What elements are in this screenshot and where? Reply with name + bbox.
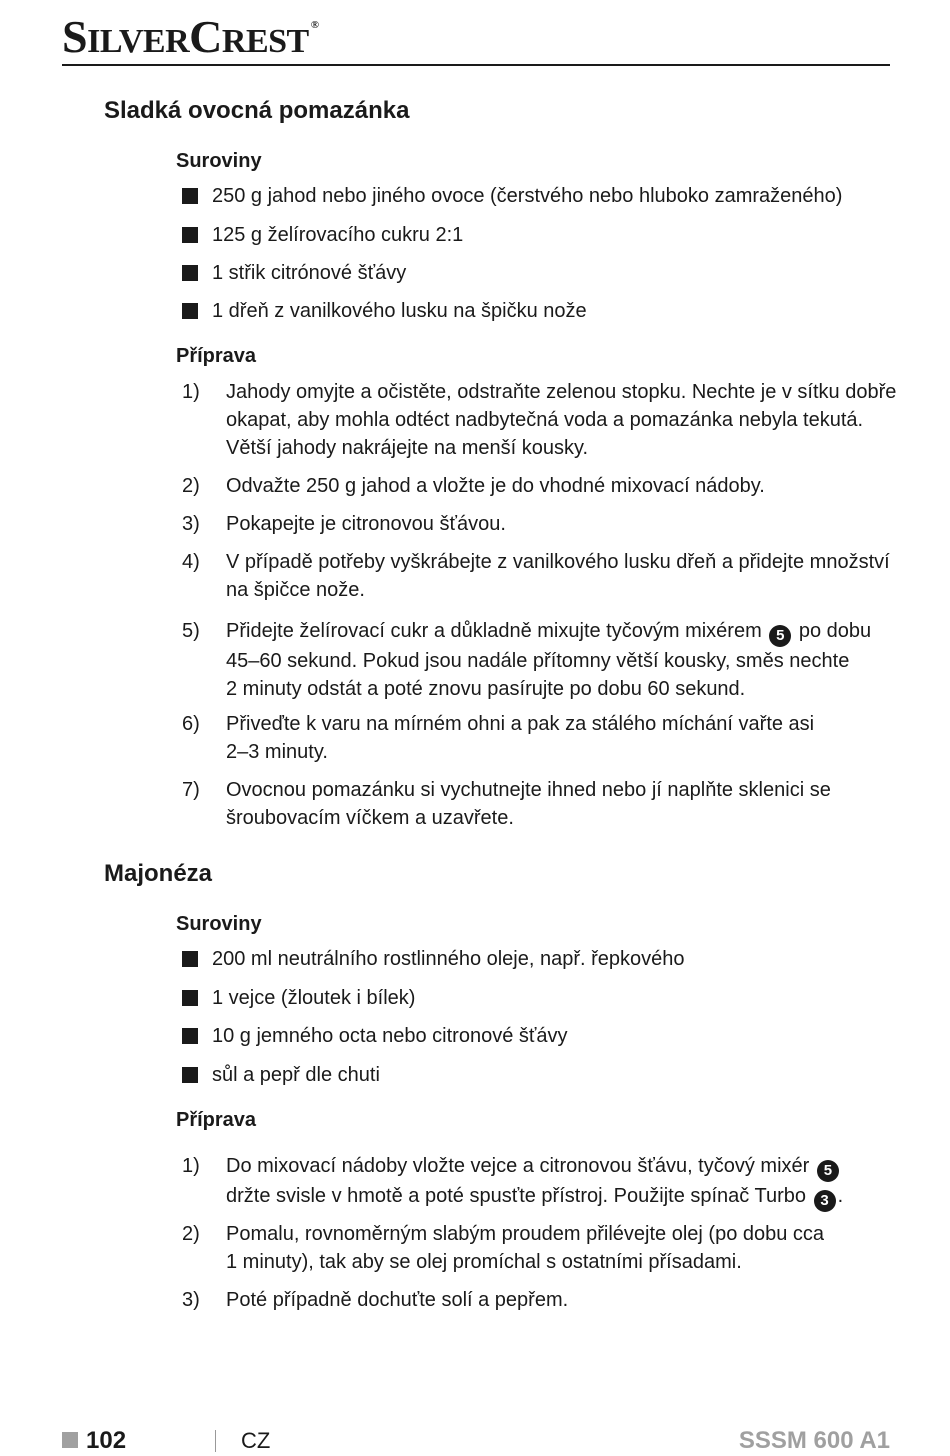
bullet-square-icon [182, 188, 198, 204]
ingredients-heading: Suroviny [176, 913, 262, 935]
page-footer [62, 1426, 890, 1456]
section-title: Majonéza [104, 860, 213, 887]
bullet-square-icon [182, 1067, 198, 1083]
brand-word-ilver: ILVER [87, 23, 190, 60]
footer-divider [215, 1430, 216, 1452]
footer-square-icon [62, 1432, 78, 1448]
bullet-square-icon [182, 265, 198, 281]
preparation-heading: Příprava [176, 345, 257, 367]
section-title: Sladká ovocná pomazánka [104, 97, 410, 124]
page-number: 102 [86, 1427, 127, 1454]
bullet-square-icon [182, 227, 198, 243]
part-reference-3-icon: 3 [814, 1190, 836, 1212]
brand-word-rest: REST [221, 23, 309, 60]
bullet-square-icon [182, 1028, 198, 1044]
bullet-square-icon [182, 951, 198, 967]
ingredients-heading: Suroviny [176, 150, 262, 172]
language-code: CZ [241, 1428, 271, 1453]
part-reference-5-icon: 5 [817, 1160, 839, 1182]
bullet-square-icon [182, 990, 198, 1006]
brand-initial-c: C [189, 11, 222, 62]
preparation-heading: Příprava [176, 1109, 257, 1131]
part-reference-5-icon: 5 [769, 625, 791, 647]
brand-initial-s: S [62, 11, 88, 62]
brand-logo [62, 11, 319, 62]
registered-mark: ® [310, 19, 319, 31]
model-number: SSSM 600 A1 [738, 1427, 890, 1454]
page-header [62, 8, 890, 66]
bullet-square-icon [182, 303, 198, 319]
